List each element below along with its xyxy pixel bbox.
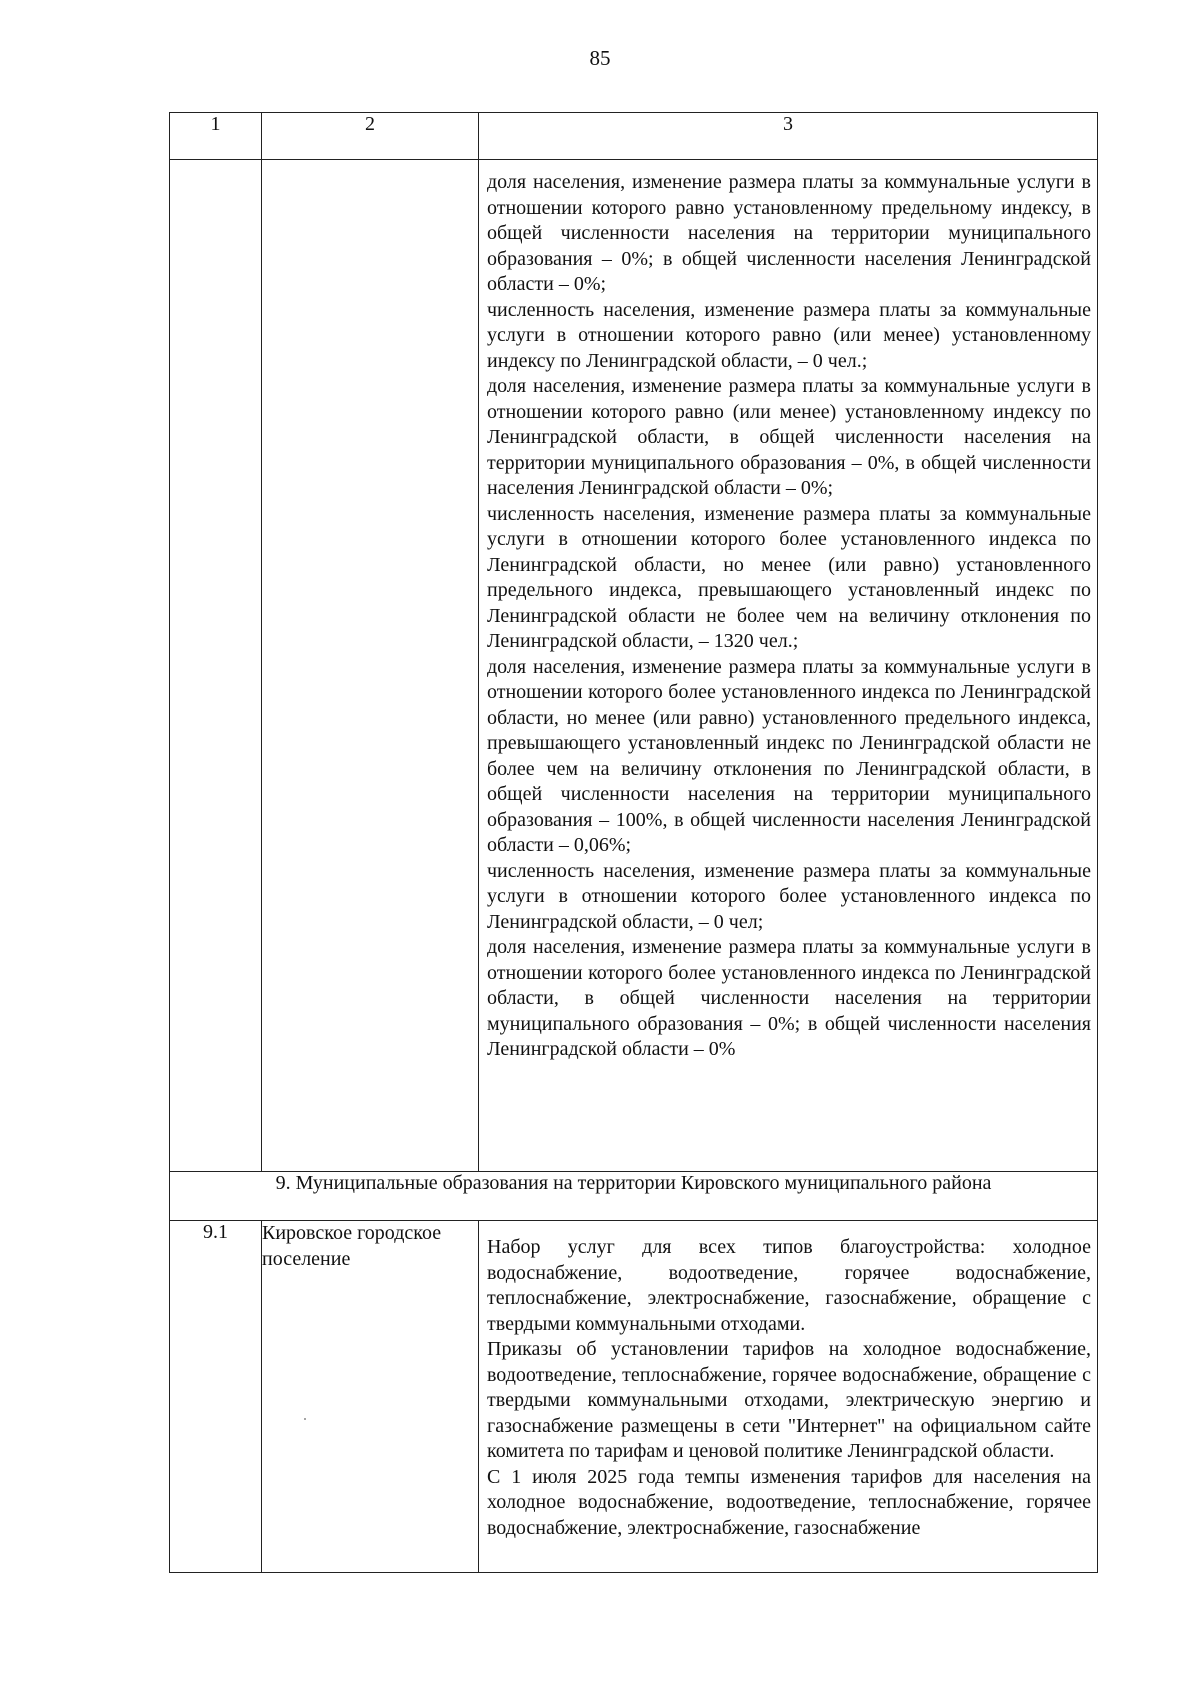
continuation-text-cell [479, 160, 1098, 1172]
text-paragraph: Приказы об установлении тарифов на холодное водоснабжение, водоотведение, теплоснабжение, горячее водоснабжение, обращение с твердыми коммунальными отходами, электрическую энергию и газоснабжение размещены в сети "Интернет" на официальном сайте комитета по тарифам и ценовой политике Ленинградской области. [487, 1338, 1091, 1462]
table-header-row [170, 113, 1098, 160]
text-paragraph: доля населения, изменение размера платы за коммунальные услуги в отношении которого более установленного индекса по Ленинградской области, в общей численности населения на территории муниципального образования – 0%; в общей численности населения Ленинградской области – 0% [487, 936, 1091, 1060]
row-text-cell [479, 1221, 1098, 1573]
continuation-row [170, 160, 1098, 1172]
text-paragraph: С 1 июля 2025 года темпы изменения тарифов для населения на холодное водоснабжение, водоотведение, теплоснабжение, горячее водоснабжение, электроснабжение, газоснабжение [487, 1465, 1091, 1539]
text-paragraph: Набор услуг для всех типов благоустройства: холодное водоснабжение, водоотведение, горячее водоснабжение, теплоснабжение, электроснабжение, газоснабжение, обращение с твердыми коммунальными отходами. [487, 1236, 1091, 1335]
municipality-name: Кировское городское поселение [262, 1221, 479, 1573]
continuation-name-cell [262, 160, 479, 1172]
text-paragraph: доля населения, изменение размера платы за коммунальные услуги в отношении которого более установленного индекса по Ленинградской области, но менее (или равно) установленного предельного индекса, превышающего установленный индекс по Ленинградской области не более чем на величину отклонения по Ленинградской области, в общей численности населения на территории муниципального образования – 100%, в общей численности населения Ленинградской области – 0,06%; [487, 655, 1091, 856]
row-number: 9.1 [170, 1221, 262, 1573]
tariff-table [169, 112, 1098, 1573]
text-paragraph: численность населения, изменение размера платы за коммунальные услуги в отношении которого более установленного индекса по Ленинградской области, но менее (или равно) установленного предельного индекса, превышающего установленный индекс по Ленинградской области не более чем на величину отклонения по Ленинградской области, – 1320 чел.; [487, 502, 1091, 652]
header-col-3: 3 [479, 113, 1098, 160]
text-paragraph: доля населения, изменение размера платы за коммунальные услуги в отношении которого равно установленному предельному индексу, в общей численности населения на территории муниципального образования – 0%; в общей численности населения Ленинградской области – 0%; [487, 171, 1091, 295]
header-col-1: 1 [170, 113, 262, 160]
continuation-number-cell [170, 160, 262, 1172]
text-paragraph: численность населения, изменение размера платы за коммунальные услуги в отношении которого равно (или менее) установленному индексу по Ленинградской области, – 0 чел.; [487, 298, 1091, 372]
scan-speck [304, 1418, 306, 1420]
text-paragraph: доля населения, изменение размера платы за коммунальные услуги в отношении которого равно (или менее) установленному индексу по Ленинградской области, в общей численности населения на территории муниципального образования – 0%, в общей численности населения Ленинградской области – 0%; [487, 375, 1091, 499]
header-col-2: 2 [262, 113, 479, 160]
text-paragraph: численность населения, изменение размера платы за коммунальные услуги в отношении которого более установленного индекса по Ленинградской области, – 0 чел; [487, 859, 1091, 933]
section-heading-row [170, 1172, 1098, 1221]
section-heading: 9. Муниципальные образования на территории Кировского муниципального района [170, 1172, 1098, 1221]
table-row [170, 1221, 1098, 1573]
page-number: 85 [589, 46, 611, 70]
